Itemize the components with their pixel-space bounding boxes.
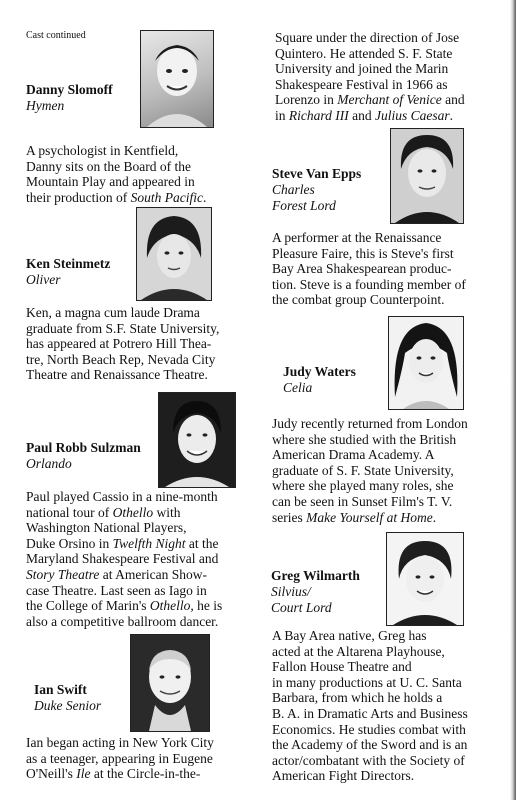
italic-title: Merchant of Venice [337, 92, 442, 108]
bio-line: the combat group Counterpoint. [272, 292, 445, 308]
bio-line: case Theatre. Last seen as Iago in [26, 582, 207, 598]
bio-line: Shakespeare Festival in 1966 as [275, 76, 448, 92]
headshot-photo-steve-van-epps [390, 128, 464, 224]
bio-line: Danny sits on the Board of the [26, 158, 191, 174]
bio-danny-slomoff [26, 143, 206, 205]
bio-line: Quintero. He attended S. F. State [275, 45, 453, 61]
headshot-photo-danny-slomoff [140, 30, 214, 128]
actor-name: Greg Wilmarth [271, 568, 360, 583]
bio-ian-swift [26, 735, 214, 782]
bio-line: actor/combatant with the Society of [272, 752, 465, 768]
italic-title: Twelfth Night [112, 535, 186, 551]
bio-line: Economics. He studies combat with [272, 721, 466, 737]
italic-title: Richard III [288, 107, 349, 123]
bio-line: where she studied with the British [272, 431, 457, 447]
cast-entry-ken-steinmetz [26, 256, 110, 288]
bio-line: American Fight Directors. [272, 768, 415, 784]
actor-name: Paul Robb Sulzman [26, 440, 141, 455]
bio-line: their production of South Pacific. [26, 189, 207, 205]
actor-name: Judy Waters [283, 364, 356, 379]
actor-role: Silvius/ [271, 584, 311, 599]
bio-line: Maryland Shakespeare Festival and [26, 551, 219, 567]
bio-line: Washington National Players, [26, 520, 187, 536]
bio-greg-wilmarth [272, 628, 468, 784]
actor-role: Forest Lord [272, 198, 336, 213]
headshot-photo-greg-wilmarth [386, 532, 464, 626]
bio-line: Judy recently returned from London [272, 416, 468, 431]
actor-role: Celia [283, 380, 313, 395]
bio-line: Ian began acting in New York City [26, 735, 214, 750]
bio-line: also a competitive ballroom dancer. [26, 613, 219, 629]
bio-line: can be seen in Sunset Film's T. V. [272, 493, 453, 509]
italic-title: Ile [76, 766, 91, 782]
bio-steve-van-epps [272, 230, 466, 308]
bio-line: University and joined the Marin [275, 61, 449, 77]
bio-line: national tour of Othello with [26, 504, 181, 520]
bio-line: in many productions at U. C. Santa [272, 674, 462, 690]
bio-line: where she played many roles, she [272, 478, 454, 494]
page-edge-shadow [510, 0, 516, 800]
bio-line: Lorenzo in Merchant of Venice and [275, 92, 465, 108]
bio-line: as a teenager, appearing in Eugene [26, 750, 213, 766]
bio-line: Theatre and Renaissance Theatre. [26, 367, 208, 383]
bio-line: B. A. in Dramatic Arts and Business [272, 705, 468, 721]
italic-title: South Pacific [130, 189, 203, 205]
bio-line: the College of Marin's Othello, he is [26, 598, 223, 614]
headshot-photo-paul-robb-sulzman [158, 392, 236, 488]
bio-line: Ken, a magna cum laude Drama [26, 305, 200, 320]
bio-ken-steinmetz [26, 305, 219, 383]
actor-role: Oliver [26, 272, 61, 287]
bio-line: Story Theatre at American Show- [26, 566, 207, 582]
cast-continued-label: Cast continued [26, 30, 86, 41]
bio-line: American Drama Academy. A [272, 447, 435, 463]
bio-line: A Bay Area native, Greg has [272, 628, 427, 643]
bio-line: has appeared at Potrero Hill Thea- [26, 336, 212, 352]
bio-line: Duke Orsino in Twelfth Night at the [26, 535, 219, 551]
bio-line: Bay Area Shakespearean produc- [272, 261, 452, 277]
italic-title: Story Theatre [26, 566, 100, 582]
bio-line: O'Neill's Ile at the Circle-in-the- [26, 766, 201, 782]
bio-paul-robb-sulzman [26, 489, 222, 629]
bio-line: tre, North Beach Rep, Nevada City [26, 351, 216, 367]
actor-role: Court Lord [271, 600, 332, 615]
bio-line: Square under the direction of Jose [275, 30, 460, 45]
bio-line: Pleasure Faire, this is Steve's first [272, 245, 454, 261]
actor-name: Steve Van Epps [272, 166, 362, 181]
bio-line: A psychologist in Kentfield, [26, 143, 179, 158]
bio-line: A performer at the Renaissance [272, 230, 442, 245]
headshot-photo-ken-steinmetz [136, 207, 212, 301]
headshot-photo-judy-waters [388, 316, 464, 410]
italic-title: Make Yourself at Home [306, 509, 433, 525]
bio-line: in Richard III and Julius Caesar. [275, 107, 454, 123]
bio-line: acted at the Altarena Playhouse, [272, 643, 445, 659]
bio-line: series Make Yourself at Home. [272, 509, 437, 525]
bio-line: graduate from S.F. State University, [26, 320, 220, 336]
actor-name: Ken Steinmetz [26, 256, 111, 271]
bio-line: tion. Steve is a founding member of [272, 276, 466, 292]
cast-entry-danny-slomoff [26, 82, 113, 114]
bio-line: the Academy of the Sword and is an [272, 737, 468, 753]
bio-ian-swift-continued [275, 30, 465, 124]
bio-line: Barbara, from which he holds a [272, 690, 443, 706]
cast-entry-greg-wilmarth [271, 568, 360, 616]
actor-role: Hymen [26, 98, 65, 113]
bio-line: Paul played Cassio in a nine-month [26, 489, 218, 504]
cast-entry-judy-waters [283, 364, 356, 396]
actor-name: Danny Slomoff [26, 82, 113, 97]
italic-title: Julius Caesar [375, 107, 450, 123]
bio-line: Fallon House Theatre and [272, 659, 412, 675]
actor-role: Charles [272, 182, 315, 197]
bio-line: Mountain Play and appeared in [26, 174, 195, 190]
italic-title: Othello [112, 504, 154, 520]
actor-name: Ian Swift [34, 682, 87, 697]
headshot-photo-ian-swift [130, 634, 210, 732]
italic-title: Othello, [149, 598, 194, 614]
cast-entry-ian-swift [34, 682, 101, 714]
actor-role: Duke Senior [34, 698, 102, 713]
cast-entry-paul-robb-sulzman [26, 440, 141, 472]
bio-line: graduate of S. F. State University, [272, 462, 454, 478]
bio-judy-waters [272, 416, 468, 525]
cast-entry-steve-van-epps [272, 166, 361, 214]
actor-role: Orlando [26, 456, 72, 471]
